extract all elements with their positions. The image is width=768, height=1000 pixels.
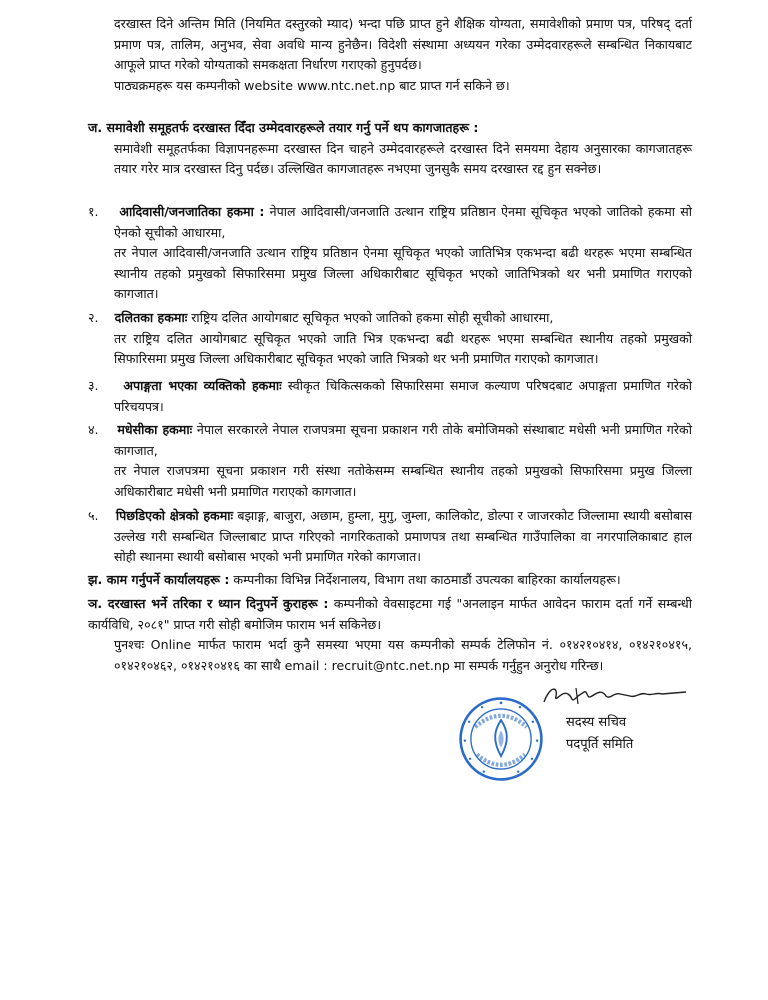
signatory-title: [566, 712, 633, 756]
item-title: अपाङ्गता भएका व्यक्तिको हकमाः: [123, 378, 282, 393]
item-title: दलितका हकमाः: [114, 310, 188, 325]
section-nya-title: ञ. दरखास्त भर्ने तरिका र ध्यान दिनुपर्ने कुराहरू :: [88, 596, 329, 611]
section-jha: [88, 570, 692, 591]
list-item: [88, 202, 692, 305]
item-extra: तर राष्ट्रिय दलित आयोगबाट सूचिकृत भएको जाति भित्र एकभन्दा बढी थरहरू भएमा सम्बन्धित स्थानीय तहको प्रमुखको सिफारिसमा प्रमुख जिल्ला अधिकारीबाट सूचिकृत भएको जाति भित्रको थर भनी प्रमाणित गराएको कागजात।: [114, 330, 692, 366]
item-main: [88, 308, 692, 329]
handwritten-signature-icon: [540, 682, 690, 708]
item-number: ३.: [88, 378, 99, 393]
section-nya-line: [88, 594, 692, 635]
section-jha-line: [88, 570, 692, 591]
website-link[interactable]: www.ntc.net.np: [296, 77, 396, 93]
syllabus-note-pre: पाठ्यक्रमहरू यस कम्पनीको website: [114, 77, 293, 93]
item-text: बझाङ्ग, बाजुरा, अछाम, हुम्ला, मुगु, जुम्ला, कालिकोट, डोल्पा र जाजरकोट जिल्लामा स्थायी बसोबास उल्लेख गरी सम्बन्धित जिल्लाबाट प्राप्त गरिएको नागरिकताको प्रमाणपत्र तथा सम्बन्धित गाउँपालिका वा नगरपालिकाबाट हाल सोही स्थानमा स्थायी बसोबास भएको भनी प्रमाणित गरेको कागजात।: [114, 508, 692, 564]
intro-paragraph: दरखास्त दिने अन्तिम मिति (नियमित दस्तुरको म्याद) भन्दा पछि प्राप्त हुने शैक्षिक योग्यता, समावेशीको प्रमाण पत्र, परिषद् दर्ता प्रमाण पत्र, तालिम, अनुभव, सेवा अवधि मान्य हुनेछैन। विदेशी संस्थामा अध्ययन गरेका उम्मेदवारहरूले सम्बन्धित निकायबाट आफूले प्राप्त गरेको योग्यताको समकक्षता निर्धारण गराएको हुनुपर्दछ।: [114, 16, 692, 72]
list-item: [88, 308, 692, 370]
item-text: नेपाल आदिवासी/जनजाति उत्थान राष्ट्रिय प्रतिष्ठान ऐनमा सूचिकृत भएको जातिको हकमा सो ऐनको सूचीको आधारमा,: [114, 204, 692, 240]
list-item: [88, 420, 692, 502]
syllabus-note-post: बाट प्राप्त गर्न सकिने छ।: [399, 77, 510, 93]
list-item: [88, 376, 692, 417]
signatory-position: सदस्य सचिव: [566, 715, 627, 730]
email-link[interactable]: recruit@ntc.net.np: [331, 657, 450, 673]
syllabus-note: [88, 76, 692, 97]
postscript-post: मा सम्पर्क गर्नुहुन अनुरोध गरिन्छ।: [453, 657, 604, 673]
section-j-body: समावेशी समूहतर्फका विज्ञापनहरूमा दरखास्त दिन चाहने उम्मेदवारहरूले दरखास्त दिने समयमा देहाय अनुसारका कागजातहरू तयार गरेर मात्र दरखास्त दिनु पर्दछ। उल्लिखित कागजातहरू नभएमा जुनसुकै समय दरखास्त रद्द हुन सक्नेछ।: [114, 140, 692, 176]
item-main: [88, 506, 692, 568]
item-number: २.: [88, 310, 99, 325]
item-main: [88, 376, 692, 417]
signatory-committee: पदपूर्ति समिति: [566, 737, 634, 752]
section-nya: [88, 594, 692, 676]
item-text: नेपाल सरकारले नेपाल राजपत्रमा सूचना प्रकाशन गरी तोके बमोजिमको संस्थाबाट मधेसी भनी प्रमाणित गरेको कागजात,: [114, 422, 692, 458]
item-title: आदिवासी/जनजातिका हकमा :: [119, 204, 265, 219]
item-number: ५.: [88, 508, 99, 523]
section-jha-title: झ. काम गर्नुपर्ने कार्यालयहरू :: [88, 572, 230, 587]
section-j-heading: ज. समावेशी समूहतर्फ दरखास्त दिँदा उम्मेदवारहरूले तयार गर्नु पर्ने थप कागजातहरू :: [88, 120, 479, 135]
item-text: राष्ट्रिय दलित आयोगबाट सूचिकृत भएको जातिको हकमा सोही सूचीको आधारमा,: [191, 310, 554, 325]
section-j: [88, 118, 692, 180]
intro-block: [88, 14, 692, 96]
item-extra: तर नेपाल आदिवासी/जनजाति उत्थान राष्ट्रिय प्रतिष्ठान ऐनमा सूचिकृत भएको जातिभित्र एकभन्दा बढी थरहरू भएमा सम्बन्धित स्थानीय तहको प्रमुखको सिफारिसमा प्रमुख जिल्ला अधिकारीबाट सूचिकृत भएको जातिभित्रको थर भनी प्रमाणित गराएको कागजात।: [114, 245, 692, 301]
postscript-pre: पुनश्चः Online मार्फत फाराम भर्दा कुनै समस्या भएमा यस कम्पनीको सम्पर्क टेलिफोन नं. ०१४२१०४१४, ०१४२१०४१५, ०१४२१०४६२, ०१४२१०४१६ का साथै email :: [114, 637, 692, 673]
item-title: पिछडिएको क्षेत्रको हकमाः: [115, 508, 234, 523]
item-extra: तर नेपाल राजपत्रमा सूचना प्रकाशन गरी संस्था नतोकेसम्म सम्बन्धित स्थानीय तहको प्रमुखको सिफारिसमा प्रमुख जिल्ला अधिकारीबाट मधेसी भनी प्रमाणित गराएको कागजात।: [114, 463, 692, 499]
item-title: मधेसीका हकमाः: [117, 422, 193, 437]
list-item: [88, 506, 692, 568]
item-main: [88, 420, 692, 461]
postscript-note: [88, 635, 692, 676]
item-main: [88, 202, 692, 243]
section-nya-text: कम्पनीको वेवसाइटमा गई "अनलाइन मार्फत आवेदन फाराम दर्ता गर्ने सम्बन्धी कार्यविधि, २०८१" प्राप्त गरी सोही बमोजिम फाराम भर्न सकिनेछ।: [88, 596, 692, 632]
item-number: ४.: [88, 422, 99, 437]
item-number: १.: [88, 204, 99, 219]
company-seal-icon: [458, 696, 544, 782]
section-jha-text: कम्पनीका विभिन्न निर्देशनालय, विभाग तथा काठमाडौं उपत्यका बाहिरका कार्यालयहरू।: [233, 572, 621, 587]
signature-block: [448, 682, 718, 792]
item-text: स्वीकृत चिकित्सकको सिफारिसमा समाज कल्याण परिषदबाट अपाङ्गता प्रमाणित गरेको परिचयपत्र।: [114, 378, 692, 414]
